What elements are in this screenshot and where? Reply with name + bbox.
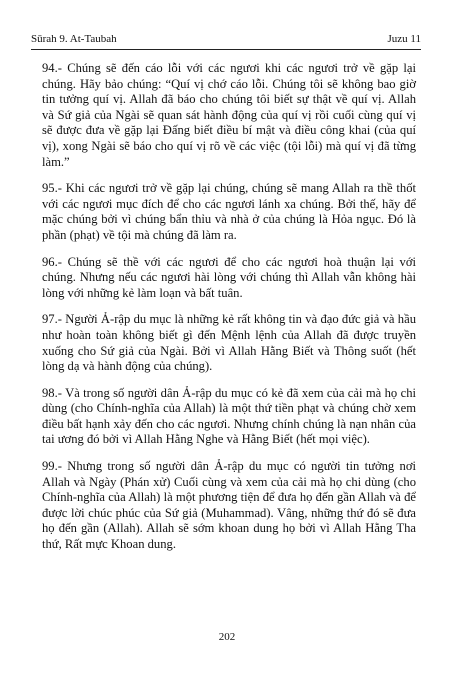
header-juzu: Juzu 11 (387, 33, 421, 45)
header-surah-title: Sūrah 9. At-Taubah (31, 33, 117, 45)
verse-96: 96.- Chúng sẽ thề với các ngươi để cho các ngươi hoà thuận lại với chúng. Nhưng nếu các ngươi hài lòng với chúng thì Allah vẫn không hài lòng với những kẻ làm loạn và bất tuân. (42, 254, 416, 300)
verse-99: 99.- Nhưng trong số người dân Ả-rập du mục có người tin tưởng nơi Allah và Ngày (Phán xử) Cuối cùng và xem của cải mà họ chi dùng (cho Chính-nghĩa của Allah) là một phương tiện để đưa họ đến gần Allah và để được lời chúc phúc của Sứ giả (Muhammad). Vâng, những thứ đó sẽ đưa họ đến gần (Allah). Allah sẽ sớm khoan dung họ bởi vì Allah Hằng Tha thứ, Rất mực Khoan dung. (42, 459, 416, 552)
header-rule (31, 49, 421, 50)
page-number: 202 (218, 631, 236, 643)
verse-95: 95.- Khi các ngươi trở về gặp lại chúng, chúng sẽ mang Allah ra thề thốt với các ngươi mục đích để cho các ngươi lánh xa chúng. Bởi thế, hãy để mặc chúng bởi vì chúng bẩn thỉu và nhà ở của chúng là Hỏa ngục. Đó là phần (phạt) về tội mà chúng đã làm ra. (42, 181, 416, 242)
verse-97: 97.- Người Ả-rập du mục là những kẻ rất không tin và đạo đức giả và hầu như hoàn toàn không biết gì đến Mệnh lệnh của Allah đã được truyền xuống cho Sứ giả của Ngài. Bởi vì Allah Hằng Biết và Thông suốt (hết lòng dạ và hành động của chúng). (42, 312, 416, 374)
verse-text-block (42, 61, 416, 564)
verse-98: 98.- Và trong số người dân Ả-rập du mục có kẻ đã xem của cải mà họ chi dùng (cho Chính-nghĩa của Allah) là một thứ tiền phạt và chúng chờ xem điều bất hạnh xảy đến cho các ngươi. Nhưng chính chúng là nạn nhân của tai ương đó bởi vì Allah Hằng Nghe và Hằng Biết (hết mọi việc). (42, 385, 416, 447)
verse-94: 94.- Chúng sẽ đến cáo lỗi với các ngươi khi các ngươi trở về gặp lại chúng. Hãy bảo chúng: “Quí vị chớ cáo lỗi. Chúng tôi sẽ không bao giờ tin tưởng quí vị. Allah đã báo cho chúng tôi biết sự thật về quí vị. Allah và Sứ giả của Ngài sẽ quan sát hành động của quí vị rồi cuối cùng quí vị sẽ được đưa về gặp lại Đấng biết điều bí mật và điều công khai (của quí vị), xong Ngài sẽ báo cho quí vị rõ về các việc (tội lỗi) mà quí vị đã từng làm.” (42, 61, 416, 169)
running-header (31, 31, 421, 47)
